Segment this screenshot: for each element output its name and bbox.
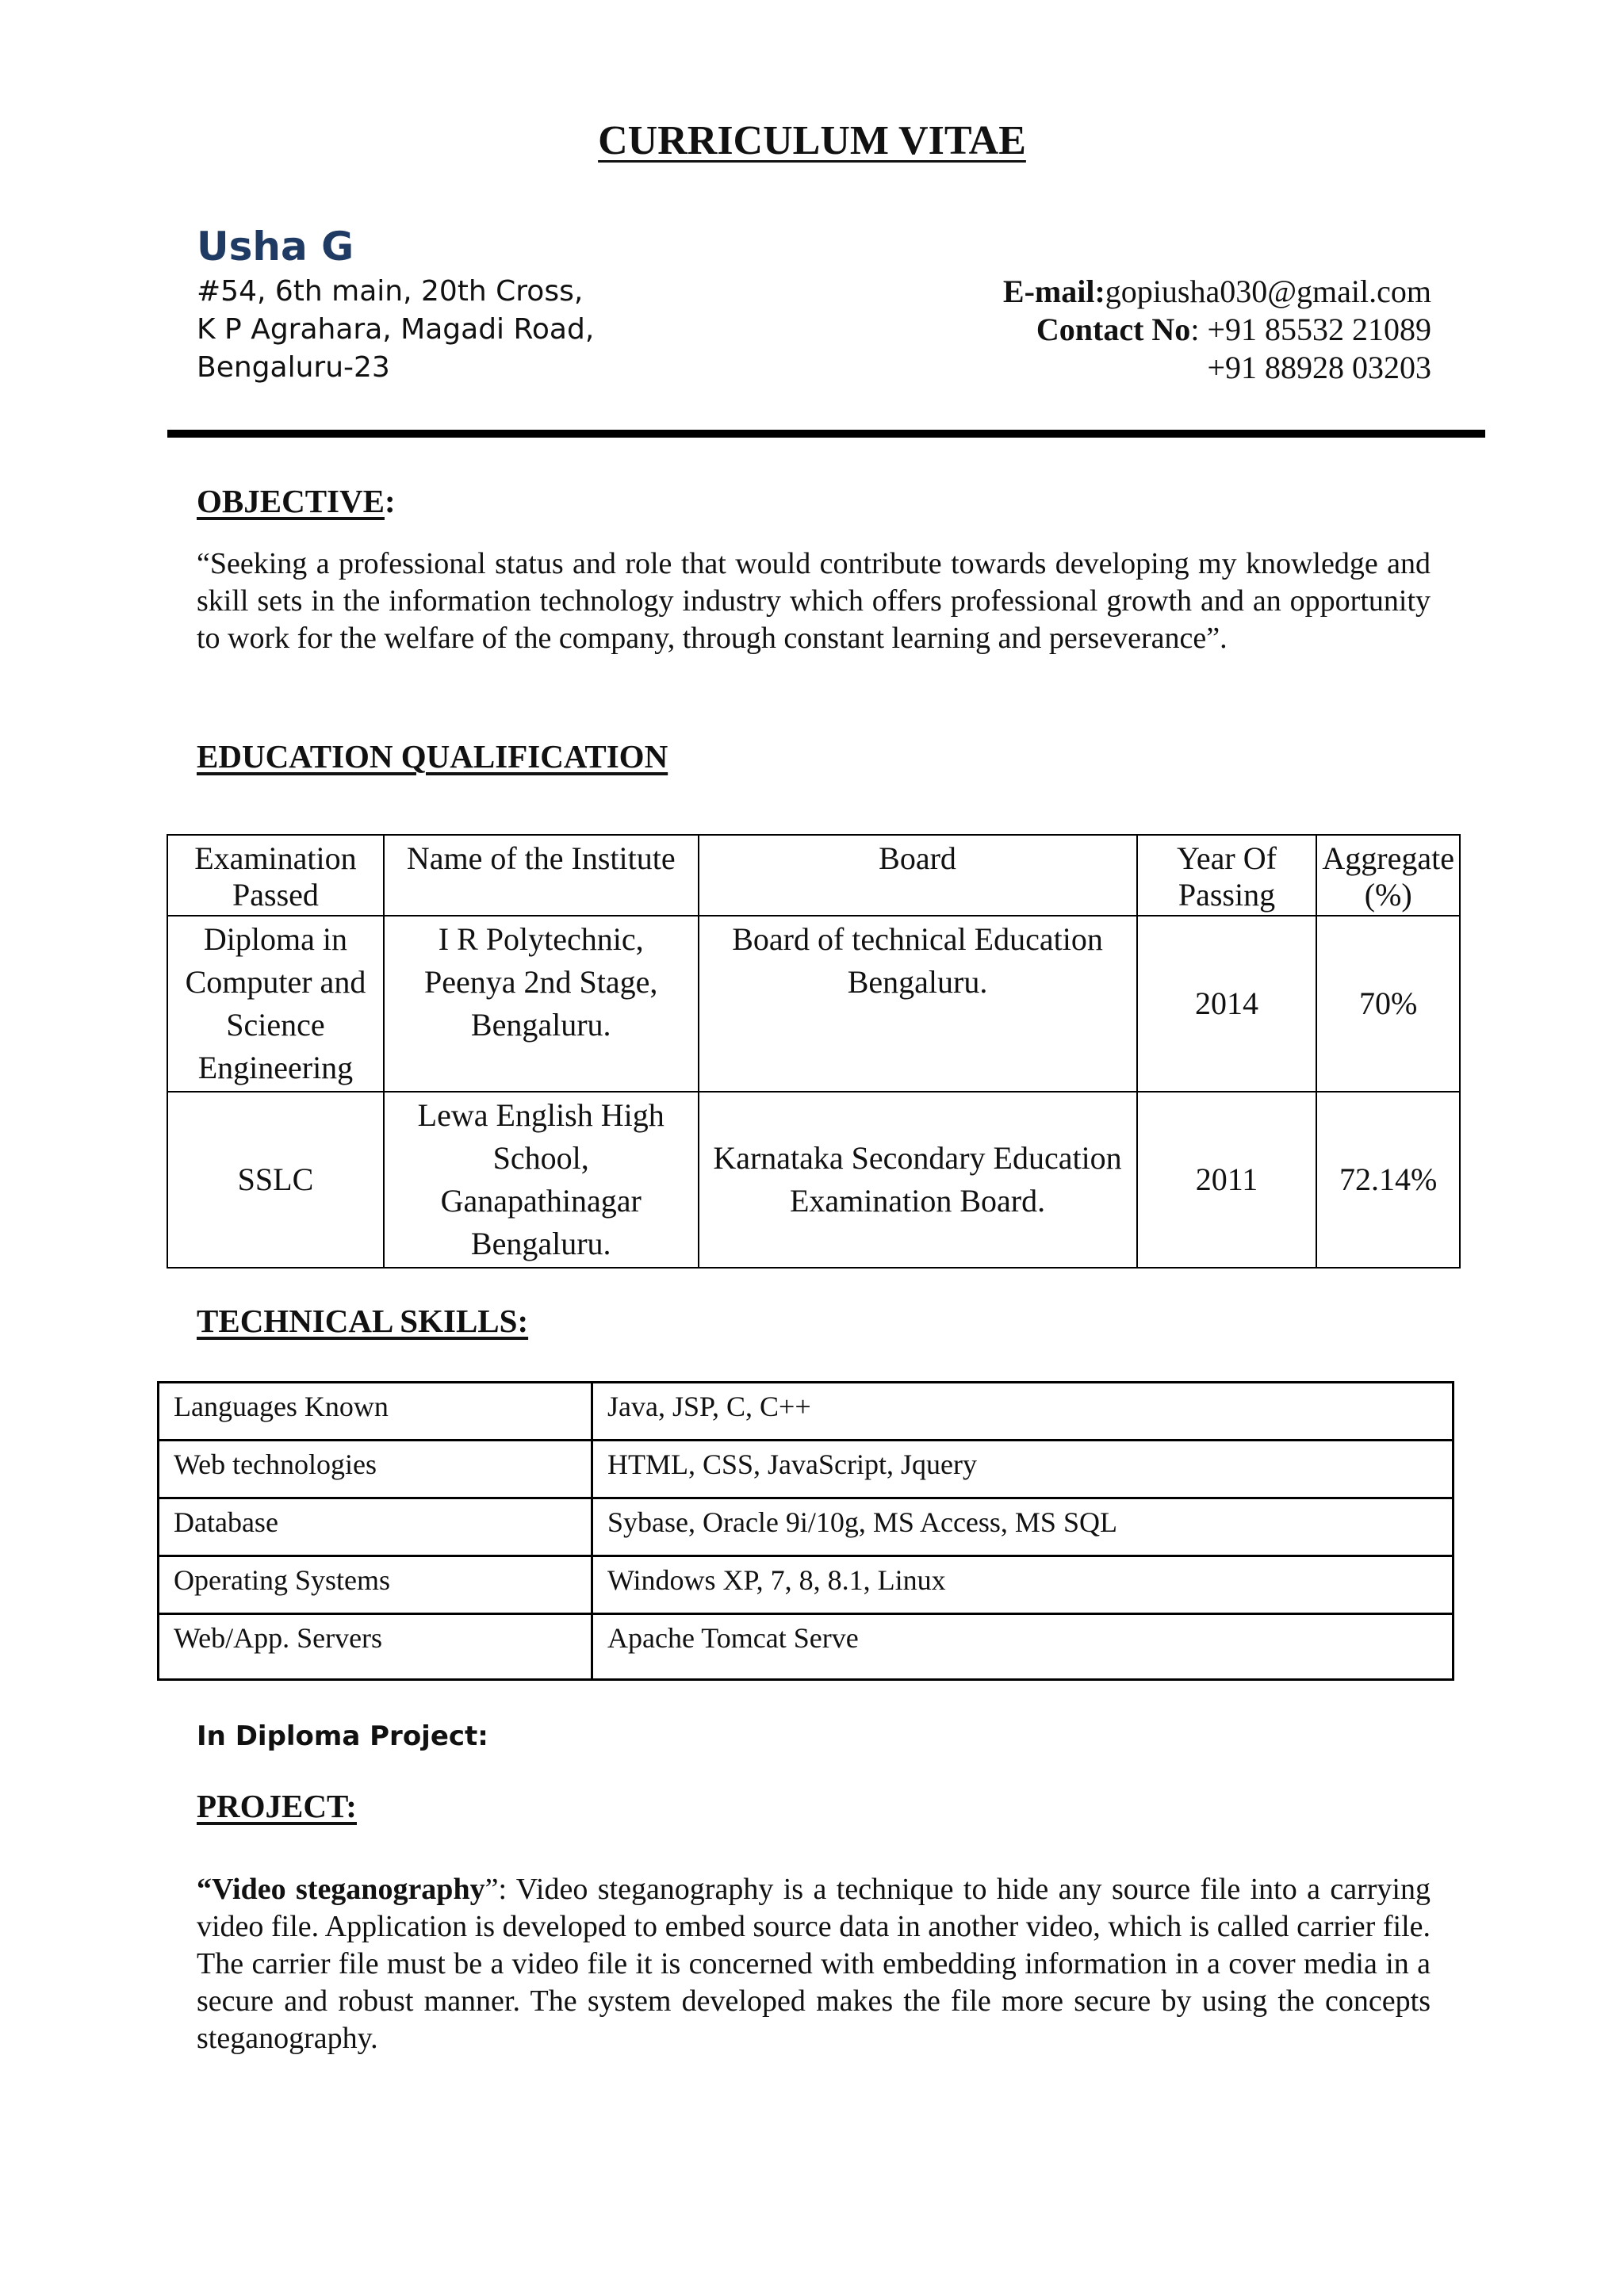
table-row — [167, 916, 1460, 1092]
skill-value: HTML, CSS, JavaScript, Jquery — [592, 1441, 1454, 1498]
education-table — [167, 834, 1461, 1269]
skills-table — [157, 1381, 1454, 1681]
address-line-2: K P Agrahara, Magadi Road, — [197, 313, 595, 346]
header-divider — [167, 430, 1485, 438]
institute-cell: Lewa English High School, Ganapathinagar Bengaluru. — [384, 1092, 699, 1268]
address-line-3: Bengaluru-23 — [197, 351, 390, 384]
aggregate-cell: 72.14% — [1316, 1092, 1460, 1268]
phone-label: Contact No — [1036, 312, 1191, 347]
aggregate-cell: 70% — [1316, 916, 1460, 1092]
exam-cell: SSLC — [167, 1092, 384, 1268]
skill-label: Web technologies — [159, 1441, 592, 1498]
board-cell: Karnataka Secondary Education Examination Board. — [699, 1092, 1137, 1268]
table-row — [159, 1441, 1454, 1498]
table-row — [167, 1092, 1460, 1268]
table-header-row — [167, 835, 1460, 916]
institute-cell: I R Polytechnic, Peenya 2nd Stage, Bengaluru. — [384, 916, 699, 1092]
exam-cell: Diploma in Computer and Science Engineering — [167, 916, 384, 1092]
skill-label: Languages Known — [159, 1383, 592, 1441]
board-cell: Board of technical Education Bengaluru. — [699, 916, 1137, 1092]
education-heading: EDUCATION QUALIFICATION — [197, 738, 668, 775]
table-row — [159, 1614, 1454, 1680]
objective-text: “Seeking a professional status and role that would contribute towards developing my knowledge and skill sets in the information technology industry which offers professional growth and an opportunity to work for the welfare of the company, through constant learning and perseverance”. — [197, 547, 1431, 655]
year-cell: 2011 — [1137, 1092, 1317, 1268]
skill-label: Web/App. Servers — [159, 1614, 592, 1680]
email-label: E-mail: — [1002, 274, 1105, 309]
candidate-name: Usha G — [197, 224, 354, 270]
document-title: CURRICULUM VITAE — [598, 118, 1026, 163]
column-header: Name of the Institute — [384, 835, 699, 916]
project-name: “Video steganography — [197, 1873, 485, 1906]
year-cell: 2014 — [1137, 916, 1317, 1092]
project-description — [197, 1871, 1431, 2057]
table-row — [159, 1556, 1454, 1614]
skill-value: Java, JSP, C, C++ — [592, 1383, 1454, 1441]
skill-value: Sybase, Oracle 9i/10g, MS Access, MS SQL — [592, 1498, 1454, 1556]
skill-label: Operating Systems — [159, 1556, 592, 1614]
column-header: Year Of Passing — [1137, 835, 1317, 916]
skill-label: Database — [159, 1498, 592, 1556]
project-heading: PROJECT: — [197, 1788, 357, 1824]
address-line-1: #54, 6th main, 20th Cross, — [197, 275, 584, 308]
phone-number-2: +91 88928 03203 — [1207, 350, 1431, 385]
diploma-project-label: In Diploma Project: — [197, 1720, 488, 1752]
table-row — [159, 1498, 1454, 1556]
skill-value: Windows XP, 7, 8, 8.1, Linux — [592, 1556, 1454, 1614]
column-header: Board — [699, 835, 1137, 916]
column-header: Aggregate (%) — [1316, 835, 1460, 916]
email-line — [1003, 273, 1431, 311]
skill-value: Apache Tomcat Serve — [592, 1614, 1454, 1680]
column-header: Examination Passed — [167, 835, 384, 916]
phone-line: Contact No: +91 85532 21089 — [1036, 312, 1431, 347]
project-name-suffix: ”: — [485, 1873, 508, 1906]
phone-number-1: +91 85532 21089 — [1207, 312, 1431, 347]
skills-heading: TECHNICAL SKILLS: — [197, 1303, 529, 1339]
table-row — [159, 1383, 1454, 1441]
objective-heading: OBJECTIVE: — [197, 483, 396, 519]
email-address: gopiusha030@gmail.com — [1105, 274, 1431, 309]
project-text: Video steganography is a technique to hide any source file into a carrying video file. Application is developed to embed source data in another video, which is called carrier file. The carrier file must be a video file it is concerned with embedding information in a cover media in a secure and robust manner. The system developed makes the file more secure by using the concepts steganography. — [197, 1873, 1431, 2055]
